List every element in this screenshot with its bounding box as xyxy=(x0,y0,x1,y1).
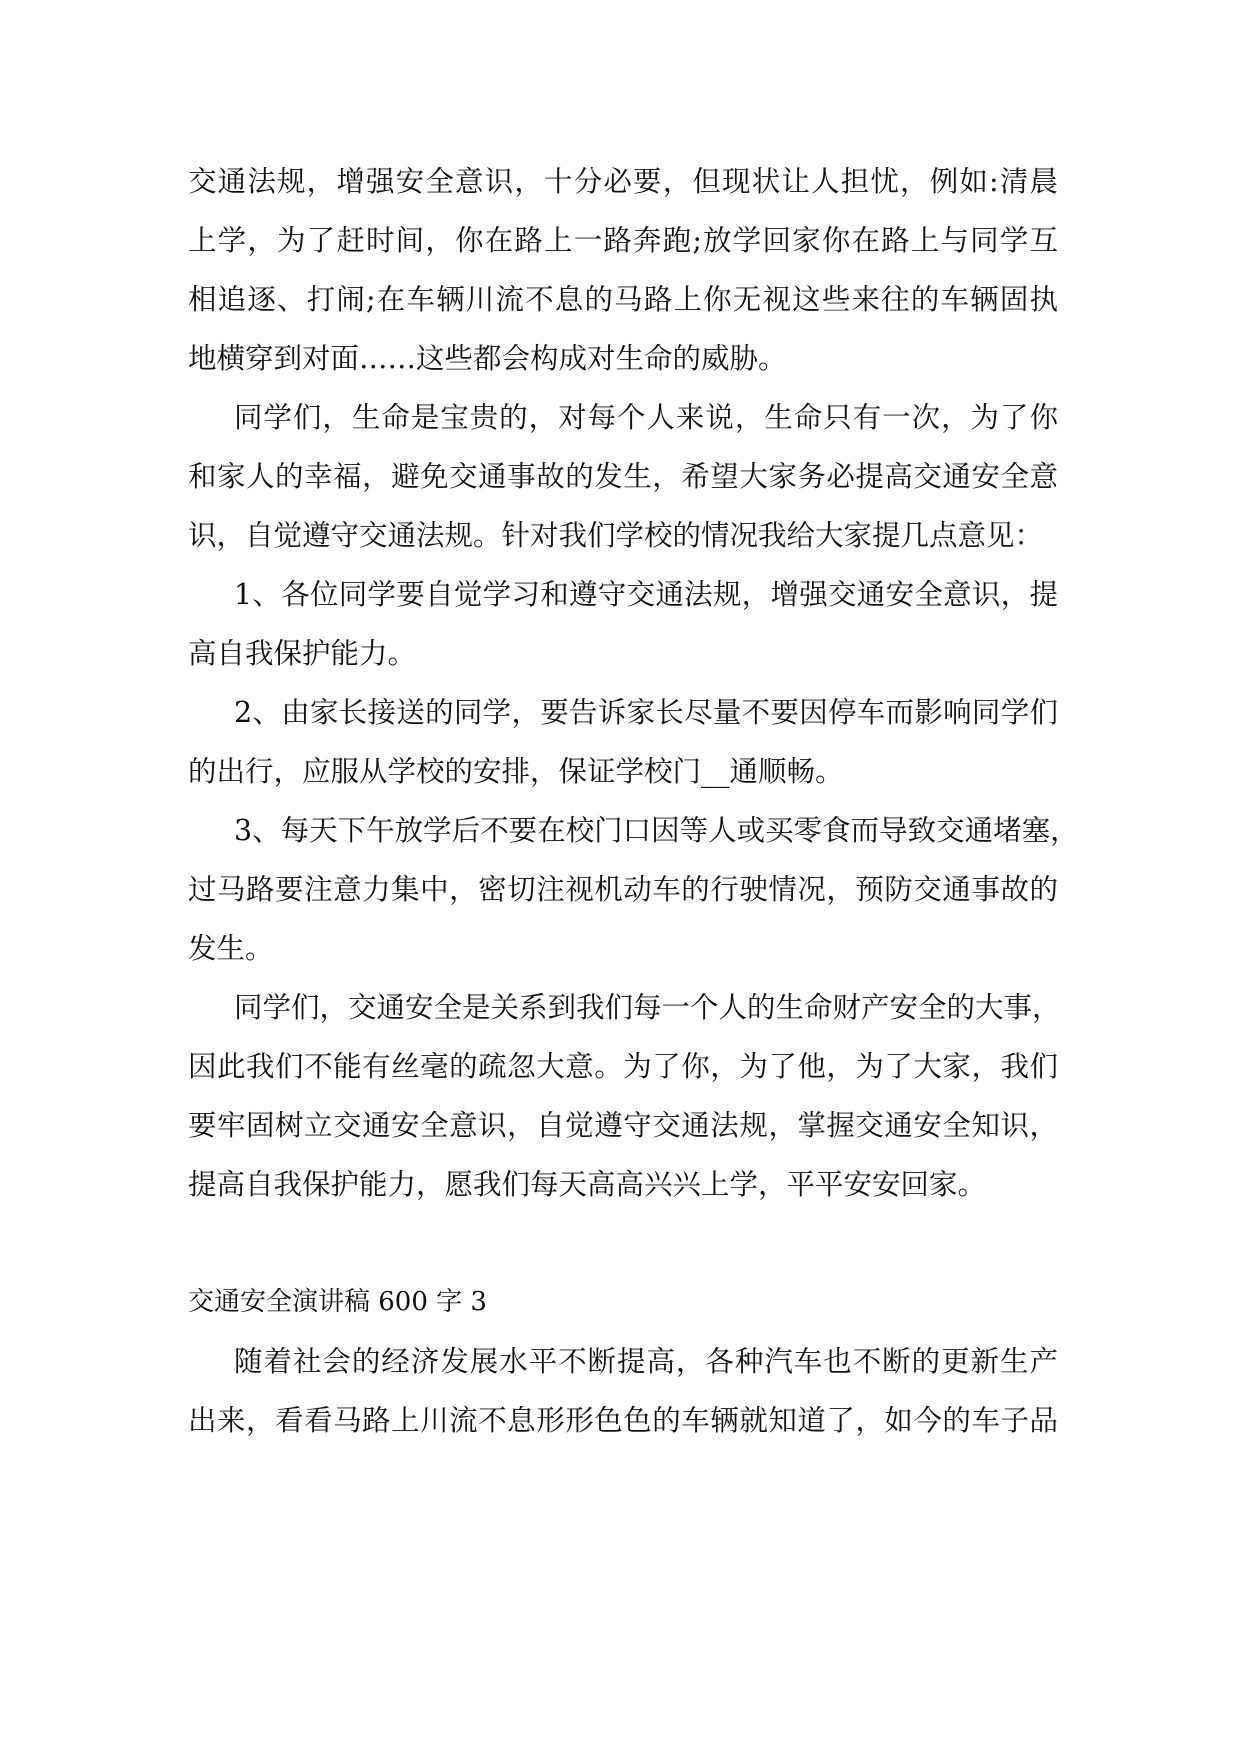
text-line: 上学，为了赶时间，你在路上一路奔跑;放学回家你在路上与同学互 xyxy=(188,224,1058,257)
paragraph-7 xyxy=(188,1332,1058,1450)
paragraph-6 xyxy=(188,978,1061,1214)
text-line: 和家人的幸福，避免交通事故的发生，希望大家务必提高交通安全意 xyxy=(188,460,1058,493)
paragraph-4 xyxy=(188,683,1058,801)
text-line: 1、各位同学要自觉学习和遵守交通法规，增强交通安全意识，提 xyxy=(234,578,1058,611)
text-line: 随着社会的经济发展水平不断提高，各种汽车也不断的更新生产 xyxy=(234,1345,1058,1378)
document-body xyxy=(188,152,1079,1450)
paragraph-2 xyxy=(188,388,1058,565)
text-line: 的出行，应服从学校的安排，保证学校门__通顺畅。 xyxy=(188,755,844,788)
text-line: 同学们，生命是宝贵的，对每个人来说，生命只有一次，为了你 xyxy=(234,401,1058,434)
paragraph-1 xyxy=(188,152,1058,388)
paragraph-3 xyxy=(188,565,1058,683)
text-line: 提高自我保护能力，愿我们每天高高兴兴上学，平平安安回家。 xyxy=(188,1168,987,1201)
text-line: 出来，看看马路上川流不息形形色色的车辆就知道了，如今的车子品 xyxy=(188,1404,1058,1437)
text-line: 相追逐、打闹;在车辆川流不息的马路上你无视这些来往的车辆固执 xyxy=(188,283,1058,316)
text-line: 要牢固树立交通安全意识，自觉遵守交通法规，掌握交通安全知识， xyxy=(188,1109,1058,1142)
text-line: 因此我们不能有丝毫的疏忽大意。为了你，为了他，为了大家，我们 xyxy=(188,1050,1058,1083)
text-line: 发生。 xyxy=(188,932,274,965)
text-line: 3、每天下午放学后不要在校门口因等人或买零食而导致交通堵塞， xyxy=(234,814,1079,847)
section-heading: 交通安全演讲稿 600 字 3 xyxy=(188,1287,487,1317)
text-line: 2、由家长接送的同学，要告诉家长尽量不要因停车而影响同学们 xyxy=(234,696,1058,729)
text-line: 地横穿到对面……这些都会构成对生命的威胁。 xyxy=(188,342,787,375)
text-line: 过马路要注意力集中，密切注视机动车的行驶情况，预防交通事故的 xyxy=(188,873,1058,906)
text-line: 同学们，交通安全是关系到我们每一个人的生命财产安全的大事， xyxy=(234,991,1061,1024)
text-line: 交通法规，增强安全意识，十分必要，但现状让人担忧，例如:清晨 xyxy=(188,165,1058,198)
text-line: 识，自觉遵守交通法规。针对我们学校的情况我给大家提几点意见： xyxy=(188,519,1044,552)
paragraph-5 xyxy=(188,801,1079,978)
text-line: 高自我保护能力。 xyxy=(188,637,417,670)
